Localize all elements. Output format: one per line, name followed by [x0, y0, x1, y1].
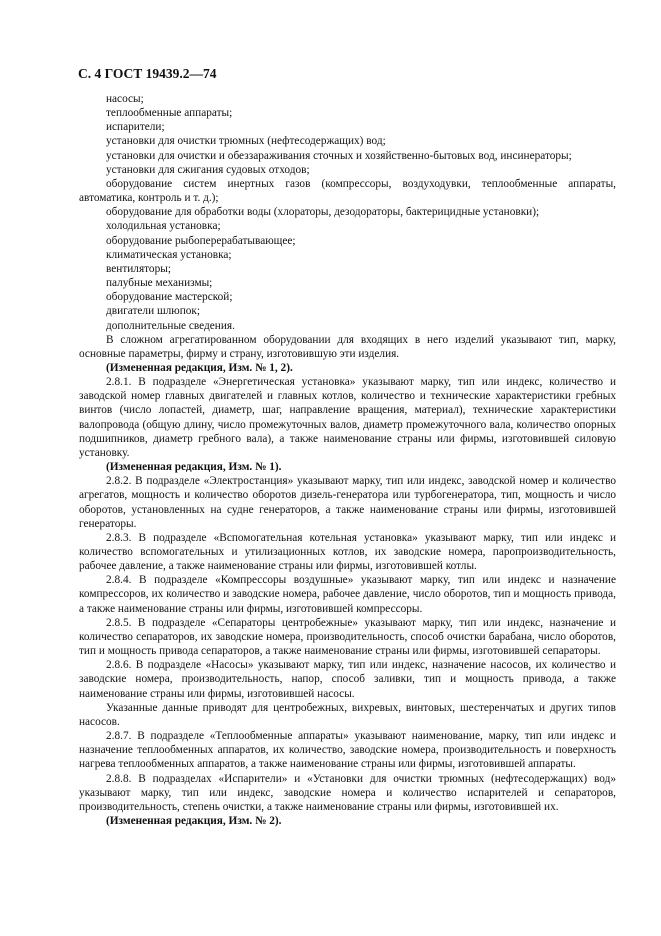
paragraph: оборудование мастерской; [106, 291, 233, 304]
page-header: С. 4 ГОСТ 19439.2—74 [78, 66, 217, 81]
paragraph: холодильная установка; [106, 220, 221, 233]
paragraph: 2.8.2. В подразделе «Электростанция» указывают марку, тип или индекс, заводской номер и количество агрегатов, мощность и количество оборотов дизель-генератора или турбогенератора, тип, мощность и число оборотов, установленных на судне генераторов, а также наименование страны или фирмы, изготовившей генераторы. [79, 475, 616, 530]
paragraph: 2.8.4. В подразделе «Компрессоры воздушные» указывают марку, тип или индекс и назначение компрессоров, их количество и заводские номера, рабочее давление, число оборотов, тип и мощность привода, а также наименование страны или фирмы, изготовившей компрессоры. [79, 574, 616, 615]
paragraph: В сложном агрегатированном оборудовании для входящих в него изделий указывают тип, марку, основные параметры, фирму и страну, изготовившую эти изделия. [79, 333, 616, 360]
paragraph: 2.8.8. В подразделах «Испарители» и «Установки для очистки трюмных (нефтесодержащих) вод» указывают марку, тип или индекс, заводские номера и количество испарителей и сепараторов, производительность, степень очистки, а также наименование страны или фирмы, изготовившей их. [79, 772, 616, 813]
paragraph: теплообменные аппараты; [106, 107, 233, 120]
paragraph: установки для очистки трюмных (нефтесодержащих) вод; [106, 135, 386, 148]
paragraph: климатическая установка; [106, 248, 232, 261]
amendment-note: (Измененная редакция, Изм. № 1, 2). [106, 361, 293, 374]
paragraph: насосы; [106, 93, 144, 105]
paragraph: вентиляторы; [106, 262, 171, 275]
paragraph: установки для сжигания судовых отходов; [106, 163, 310, 176]
paragraph: испарители; [106, 121, 165, 134]
paragraph: двигатели шлюпок; [106, 305, 201, 318]
paragraph: установки для очистки и обеззараживания сточных и хозяйственно-бытовых вод, инсинераторы; [106, 149, 572, 162]
paragraph: оборудование для обработки воды (хлораторы, дезодораторы, бактерицидные установки); [106, 206, 540, 219]
paragraph: 2.8.3. В подразделе «Вспомогательная котельная установка» указывают марку, тип или индекс и количество вспомогательных и утилизационных котлов, их заводские номера, паропроизводительность, рабочее давление, а также наименование страны или фирмы, изготовившей котлы. [79, 531, 616, 573]
paragraph: Указанные данные приводят для центробежных, вихревых, винтовых, шестеренчатых и других типов насосов. [79, 701, 616, 728]
amendment-note: (Измененная редакция, Изм. № 2). [106, 814, 282, 827]
document-body [79, 92, 616, 828]
paragraph: дополнительные сведения. [106, 319, 235, 332]
paragraph: оборудование систем инертных газов (компрессоры, воздуходувки, теплообменные аппараты, автоматика, контроль и т. д.); [79, 177, 616, 205]
amendment-note: (Измененная редакция, Изм. № 1). [106, 461, 282, 474]
paragraph: оборудование рыбоперерабатывающее; [106, 234, 296, 247]
paragraph: 2.8.6. В подразделе «Насосы» указывают марку, тип или индекс, назначение насосов, их количество и заводские номера, производительность, напор, способ заливки, тип и мощность привода, а также наименование страны или фирмы, изготовившей насосы. [79, 659, 616, 700]
paragraph: 2.8.1. В подразделе «Энергетическая установка» указывают марку, тип или индекс, количество и заводской номер главных двигателей и главных котлов, количество и технические характеристики гребных винтов (число лопастей, диаметр, шаг, направление вращения, материал), технические характеристики валопровода (общую длину, число промежуточных валов, диаметр промежуточного вала, количество опорных подшипников, диаметр гребного вала), а также наименование страны или фирмы, изготовившей силовую установку. [79, 376, 616, 459]
paragraph: 2.8.5. В подразделе «Сепараторы центробежные» указывают марку, тип или индекс, назначение и количество сепараторов, их заводские номера, производительность, способ очистки барабана, число оборотов, тип и мощность привода сепараторов, а также наименование страны или фирмы, изготовившей сепараторы. [79, 616, 616, 658]
paragraph: палубные механизмы; [106, 277, 213, 290]
paragraph: 2.8.7. В подразделе «Теплообменные аппараты» указывают наименование, марку, тип или индекс и назначение теплообменных аппаратов, их количество, заводские номера, производительность и поверхность нагрева теплообменных аппаратов, а также наименование страны или фирмы, изготовившей аппараты. [79, 730, 616, 771]
